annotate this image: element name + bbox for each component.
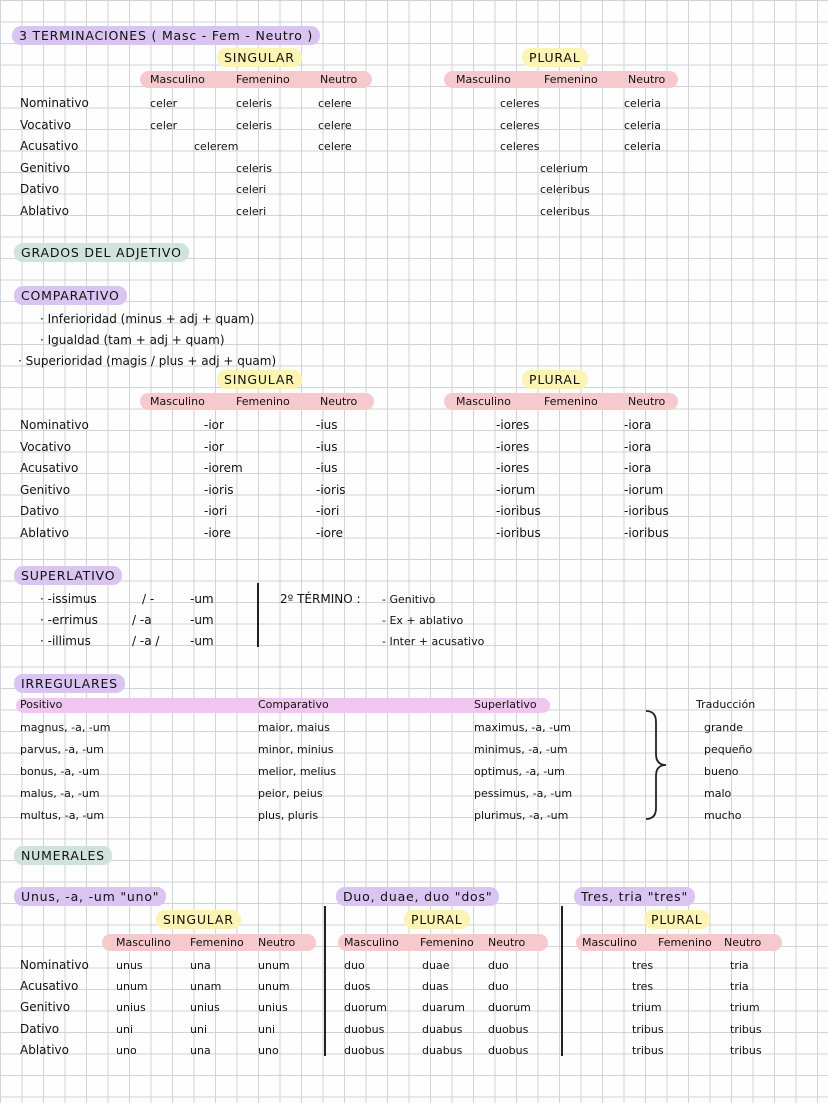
form-cell: celere: [318, 97, 352, 110]
ending-cell: -iori: [204, 504, 228, 518]
irregular-cell: peior, peius: [258, 787, 323, 800]
numeral-cell: unum: [258, 980, 290, 993]
ending-cell: -ioribus: [496, 526, 541, 540]
irregular-cell: malus, -a, -um: [20, 787, 100, 800]
ending-cell: -ius: [316, 418, 338, 432]
section-title-grados: GRADOS DEL ADJETIVO: [14, 243, 189, 262]
case-label: Acusativo: [20, 979, 79, 993]
form-cell: celer: [150, 97, 178, 110]
numeral-cell: uni: [190, 1023, 207, 1036]
form-cell: celeres: [500, 140, 540, 153]
case-label: Nominativo: [20, 418, 89, 432]
numeral-cell: duos: [344, 980, 371, 993]
superlativo-ending: / -a: [132, 613, 152, 627]
right-brace-icon: [640, 708, 670, 822]
label-plural: PLURAL: [644, 910, 710, 929]
case-label: Dativo: [20, 504, 60, 518]
numeral-cell: uni: [116, 1023, 133, 1036]
superlativo-ending: -um: [190, 613, 214, 627]
numeral-cell: duobus: [488, 1044, 529, 1057]
irregular-cell: grande: [704, 721, 743, 734]
numeral-cell: unius: [116, 1001, 146, 1014]
case-label: Ablativo: [20, 526, 69, 540]
superlativo-ending: / -: [142, 592, 155, 606]
ending-cell: -iora: [624, 418, 652, 432]
label-plural: PLURAL: [522, 48, 588, 67]
numeral-cell: tria: [730, 980, 749, 993]
numeral-cell: tres: [632, 980, 654, 993]
irregular-cell: mucho: [704, 809, 742, 822]
divider-line: [324, 906, 326, 1056]
gender-fem: Femenino: [236, 73, 290, 86]
ending-cell: -ioris: [316, 483, 346, 497]
irregular-cell: parvus, -a, -um: [20, 743, 104, 756]
irregular-cell: plurimus, -a, -um: [474, 809, 569, 822]
gender-fem: Femenino: [420, 936, 474, 949]
irregular-cell: bonus, -a, -um: [20, 765, 100, 778]
gender-fem: Femenino: [190, 936, 244, 949]
numeral-cell: tres: [632, 959, 654, 972]
section-title-comparativo: COMPARATIVO: [14, 286, 127, 305]
numeral-title-tres: Tres, tria "tres": [574, 887, 695, 906]
numeral-cell: duabus: [422, 1023, 463, 1036]
numeral-cell: unius: [258, 1001, 288, 1014]
divider-line: [561, 906, 563, 1056]
segundo-termino-item: - Inter + acusativo: [382, 635, 485, 648]
numeral-cell: tria: [730, 959, 749, 972]
gender-masc: Masculino: [150, 395, 205, 408]
numeral-title-duo: Duo, duae, duo "dos": [336, 887, 499, 906]
ending-cell: -ius: [316, 461, 338, 475]
ending-cell: -iorum: [624, 483, 664, 497]
gender-neut: Neutro: [628, 395, 666, 408]
form-cell: celerem: [194, 140, 239, 153]
form-cell: celerium: [540, 162, 588, 175]
segundo-termino-item: - Genitivo: [382, 593, 436, 606]
numeral-cell: duabus: [422, 1044, 463, 1057]
numeral-cell: unum: [258, 959, 290, 972]
numeral-cell: uno: [258, 1044, 279, 1057]
gender-fem: Femenino: [236, 395, 290, 408]
superlativo-ending: · -errimus: [40, 613, 98, 627]
numeral-cell: una: [190, 1044, 211, 1057]
superlativo-ending: -um: [190, 592, 214, 606]
ending-cell: -iorem: [204, 461, 243, 475]
case-label: Acusativo: [20, 139, 79, 153]
numeral-cell: duo: [344, 959, 365, 972]
form-cell: celeri: [236, 183, 267, 196]
segundo-termino-item: - Ex + ablativo: [382, 614, 464, 627]
gender-masc: Masculino: [150, 73, 205, 86]
section-title-tres-terminaciones: 3 TERMINACIONES ( Masc - Fem - Neutro ): [12, 26, 320, 45]
case-label: Genitivo: [20, 161, 71, 175]
ending-cell: -ioribus: [496, 504, 541, 518]
irregular-cell: optimus, -a, -um: [474, 765, 565, 778]
numeral-cell: unius: [190, 1001, 220, 1014]
label-singular: SINGULAR: [217, 48, 302, 67]
case-label: Genitivo: [20, 483, 71, 497]
ending-cell: -ius: [316, 440, 338, 454]
irregular-cell: malo: [704, 787, 732, 800]
numeral-cell: duobus: [488, 1023, 529, 1036]
label-plural: PLURAL: [522, 370, 588, 389]
ending-cell: -iora: [624, 461, 652, 475]
numeral-cell: duobus: [344, 1023, 385, 1036]
case-label: Dativo: [20, 1022, 60, 1036]
numeral-cell: tribus: [730, 1023, 762, 1036]
gender-fem: Femenino: [658, 936, 712, 949]
irregular-cell: minor, minius: [258, 743, 334, 756]
superlativo-ending: · -illimus: [40, 634, 91, 648]
gender-masc: Masculino: [456, 395, 511, 408]
gender-neut: Neutro: [628, 73, 666, 86]
label-singular: SINGULAR: [217, 370, 302, 389]
irregular-cell: maior, maius: [258, 721, 330, 734]
numeral-cell: duo: [488, 980, 509, 993]
irregular-cell: pessimus, -a, -um: [474, 787, 573, 800]
numeral-cell: uno: [116, 1044, 137, 1057]
comparativo-line: · Igualdad (tam + adj + quam): [40, 333, 225, 347]
ending-cell: -ioribus: [624, 504, 669, 518]
numeral-cell: tribus: [632, 1044, 664, 1057]
form-cell: celeris: [236, 162, 272, 175]
superlativo-ending: / -a /: [132, 634, 160, 648]
form-cell: celeria: [624, 140, 661, 153]
numeral-cell: duorum: [344, 1001, 387, 1014]
gender-neut: Neutro: [258, 936, 296, 949]
form-cell: celeria: [624, 119, 661, 132]
form-cell: celeres: [500, 97, 540, 110]
form-cell: celere: [318, 140, 352, 153]
case-label: Dativo: [20, 182, 60, 196]
numeral-cell: duas: [422, 980, 449, 993]
form-cell: celeris: [236, 119, 272, 132]
gender-neut: Neutro: [724, 936, 762, 949]
numeral-cell: trium: [632, 1001, 662, 1014]
comparativo-line: · Inferioridad (minus + adj + quam): [40, 312, 255, 326]
ending-cell: -ior: [204, 418, 224, 432]
ending-cell: -iore: [204, 526, 232, 540]
gender-neut: Neutro: [320, 395, 358, 408]
case-label: Nominativo: [20, 96, 89, 110]
irregular-cell: melior, melius: [258, 765, 337, 778]
segundo-termino-label: 2º TÉRMINO :: [280, 592, 361, 606]
numeral-cell: unum: [116, 980, 148, 993]
numeral-cell: tribus: [730, 1044, 762, 1057]
numeral-title-unus: Unus, -a, -um "uno": [14, 887, 166, 906]
ending-cell: -iori: [316, 504, 340, 518]
ending-cell: -ioribus: [624, 526, 669, 540]
section-title-irregulares: IRREGULARES: [14, 674, 125, 693]
form-cell: celer: [150, 119, 178, 132]
divider-line: [257, 583, 259, 647]
case-label: Ablativo: [20, 1043, 69, 1057]
numeral-cell: duae: [422, 959, 450, 972]
gender-masc: Masculino: [456, 73, 511, 86]
ending-cell: -ioris: [204, 483, 234, 497]
ending-cell: -iorum: [496, 483, 536, 497]
numeral-cell: una: [190, 959, 211, 972]
case-label: Vocativo: [20, 118, 72, 132]
form-cell: celeribus: [540, 205, 590, 218]
form-cell: celeribus: [540, 183, 590, 196]
gender-neut: Neutro: [488, 936, 526, 949]
numeral-cell: duorum: [488, 1001, 531, 1014]
ending-cell: -ior: [204, 440, 224, 454]
superlativo-ending: · -issimus: [40, 592, 97, 606]
irregulares-header: Comparativo: [258, 698, 329, 711]
gender-masc: Masculino: [344, 936, 399, 949]
irregular-cell: plus, pluris: [258, 809, 319, 822]
numeral-cell: unus: [116, 959, 143, 972]
label-singular: SINGULAR: [156, 910, 241, 929]
form-cell: celere: [318, 119, 352, 132]
case-label: Genitivo: [20, 1000, 71, 1014]
case-label: Vocativo: [20, 440, 72, 454]
irregular-cell: magnus, -a, -um: [20, 721, 111, 734]
comparativo-line: · Superioridad (magis / plus + adj + quam): [18, 354, 277, 368]
irregulares-header: Traducción: [696, 698, 756, 711]
form-cell: celeris: [236, 97, 272, 110]
numeral-cell: duarum: [422, 1001, 465, 1014]
gender-fem: Femenino: [544, 395, 598, 408]
numeral-cell: duobus: [344, 1044, 385, 1057]
ending-cell: -iores: [496, 418, 530, 432]
ending-cell: -iores: [496, 461, 530, 475]
case-label: Ablativo: [20, 204, 69, 218]
ending-cell: -iore: [316, 526, 344, 540]
ending-cell: -iores: [496, 440, 530, 454]
numeral-cell: unam: [190, 980, 222, 993]
form-cell: celeri: [236, 205, 267, 218]
numeral-cell: trium: [730, 1001, 760, 1014]
form-cell: celeres: [500, 119, 540, 132]
gender-neut: Neutro: [320, 73, 358, 86]
irregular-cell: maximus, -a, -um: [474, 721, 571, 734]
ending-cell: -iora: [624, 440, 652, 454]
section-title-superlativo: SUPERLATIVO: [14, 566, 122, 585]
irregular-cell: pequeño: [704, 743, 753, 756]
gender-masc: Masculino: [116, 936, 171, 949]
numeral-cell: tribus: [632, 1023, 664, 1036]
gender-masc: Masculino: [582, 936, 637, 949]
numeral-cell: duo: [488, 959, 509, 972]
irregulares-header: Superlativo: [474, 698, 537, 711]
case-label: Nominativo: [20, 958, 89, 972]
case-label: Acusativo: [20, 461, 79, 475]
form-cell: celeria: [624, 97, 661, 110]
irregular-cell: bueno: [704, 765, 739, 778]
gender-fem: Femenino: [544, 73, 598, 86]
label-plural: PLURAL: [404, 910, 470, 929]
section-title-numerales: NUMERALES: [14, 846, 112, 865]
superlativo-ending: -um: [190, 634, 214, 648]
irregular-cell: multus, -a, -um: [20, 809, 105, 822]
irregular-cell: minimus, -a, -um: [474, 743, 568, 756]
irregulares-header: Positivo: [20, 698, 63, 711]
numeral-cell: uni: [258, 1023, 275, 1036]
